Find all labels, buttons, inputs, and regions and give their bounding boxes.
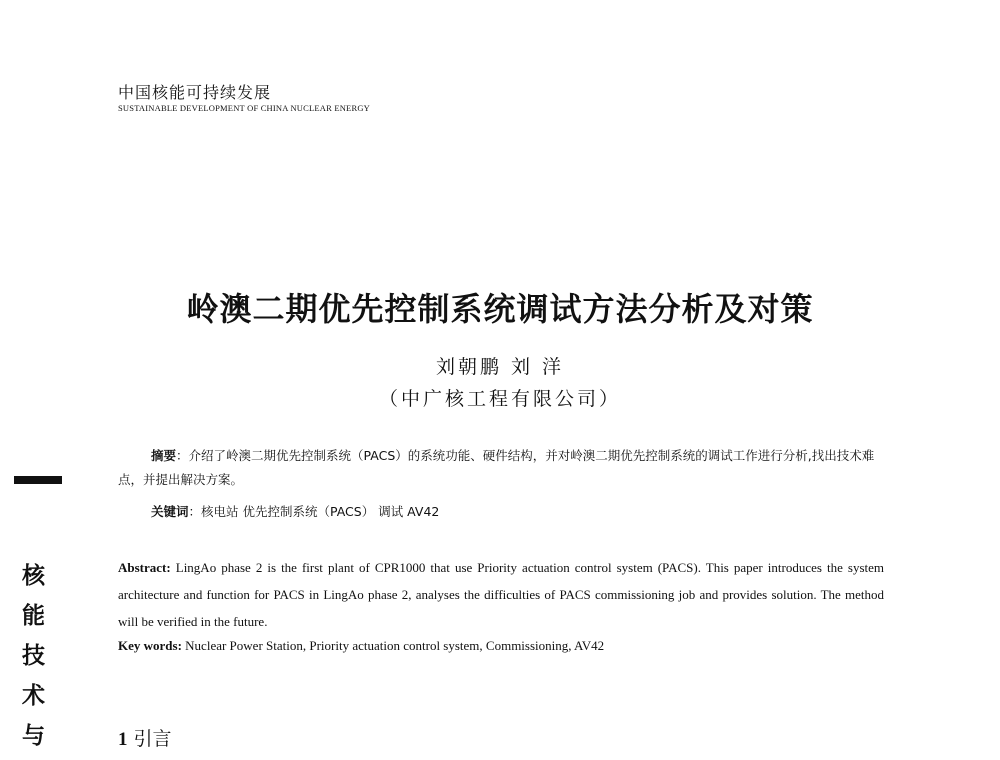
keywords-en-label: Key words: — [118, 638, 182, 653]
side-char: 核 — [22, 562, 45, 589]
keywords-cn — [151, 502, 439, 520]
side-char: 技 — [22, 642, 45, 669]
keywords-en — [118, 638, 604, 654]
abstract-en — [118, 554, 884, 635]
journal-name-en: SUSTAINABLE DEVELOPMENT OF CHINA NUCLEAR ENERGY — [118, 103, 370, 113]
section-number: 1 — [118, 729, 128, 750]
side-divider-bar — [14, 476, 62, 484]
side-char: 术 — [22, 682, 45, 709]
abstract-cn-label: 摘要 — [151, 448, 177, 463]
article-authors: 刘朝鹏 刘 洋 — [435, 356, 565, 378]
keywords-cn-text: ：核电站 优先控制系统（PACS） 调试 AV42 — [188, 504, 440, 519]
journal-name-cn: 中国核能可持续发展 — [118, 83, 272, 102]
section-heading — [118, 724, 172, 751]
abstract-en-text: LingAo phase 2 is the first plant of CPR1000 that use Priority actuation control system (PACS). This paper introduces the system architecture and function for PACS in LingAo phase 2, analyses the difficulties of PACS commissioning job and provides solution. The method will be verified in the future. — [118, 560, 884, 629]
side-column-label — [22, 556, 52, 756]
keywords-cn-label: 关键词 — [151, 504, 189, 519]
section-title: 引言 — [133, 728, 172, 750]
keywords-en-text: Nuclear Power Station, Priority actuation control system, Commissioning, AV42 — [181, 638, 605, 653]
abstract-cn-text: ：介绍了岭澳二期优先控制系统（PACS）的系统功能、硬件结构，并对岭澳二期优先控制系统的调试工作进行分析,找出技术难点，并提出解决方案。 — [118, 448, 875, 487]
side-char: 能 — [22, 602, 45, 629]
article-affiliation: （中广核工程有限公司） — [378, 388, 621, 410]
abstract-en-label: Abstract: — [118, 560, 171, 575]
abstract-cn — [118, 444, 884, 492]
side-char: 与 — [22, 722, 45, 749]
article-title: 岭澳二期优先控制系统调试方法分析及对策 — [186, 290, 814, 328]
